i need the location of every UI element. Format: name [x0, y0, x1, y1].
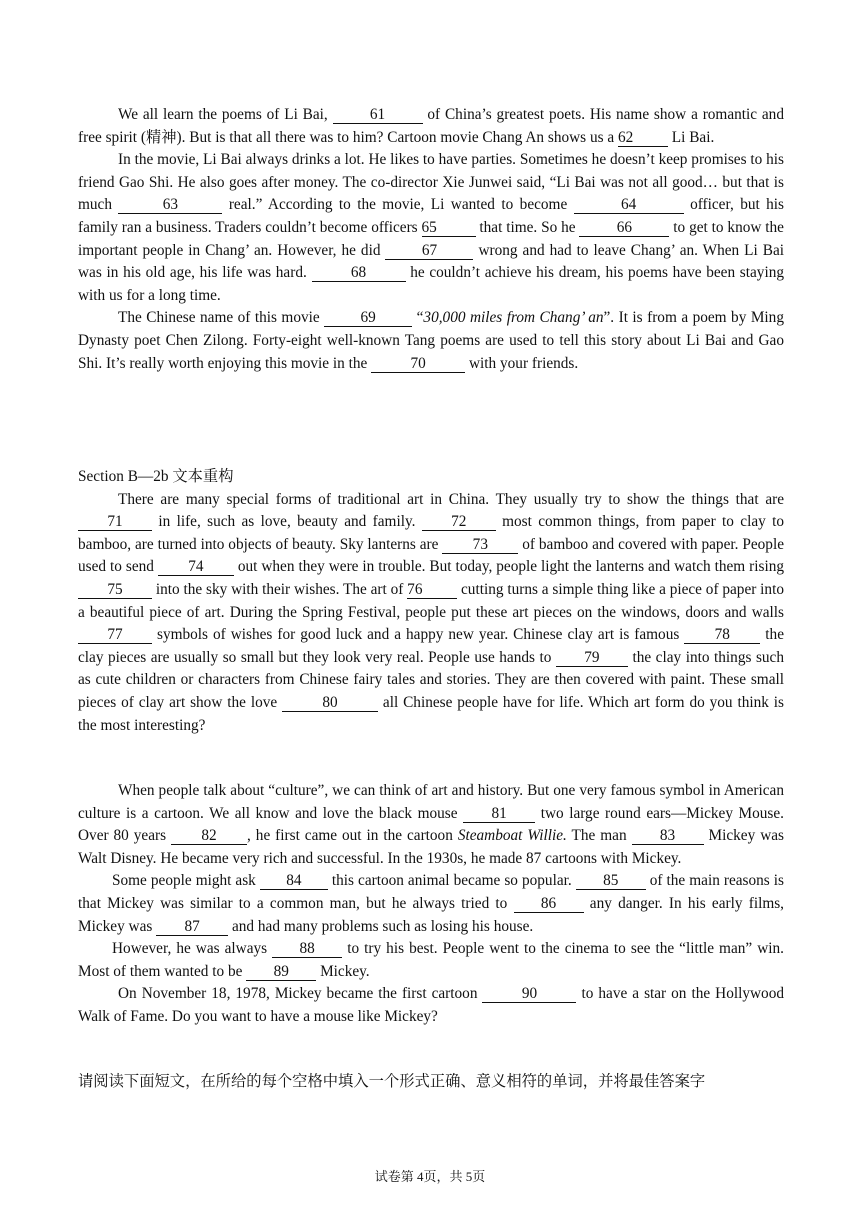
blank-79: 79 [556, 649, 628, 667]
paragraph [78, 104, 784, 149]
text: all Chinese people have for life. Which art form do you think is the most interesting? [78, 693, 784, 734]
text: in life, such as love, beauty and family. [152, 513, 422, 531]
film-title: Steamboat Willie. [457, 827, 567, 845]
text: most common things, from paper to clay to bamboo, are turned into objects of beauty. Sky lanterns are [78, 513, 784, 553]
blank-83: 83 [632, 827, 704, 845]
text: In the movie, Li Bai always drinks a lot. He likes to have parties. Sometimes he doesn’t keep promises to his friend Gao Shi. He also goes after money. The co-director Xie Junwei said, “Li Bai was not all good… but that is much [78, 151, 784, 214]
text: into the sky with their wishes. The art of [152, 580, 408, 598]
text: cutting turns a simple thing like a piece of paper into a beautiful piece of art. During the Spring Festival, people put these art pieces on the windows, doors and walls [78, 580, 784, 621]
instruction-text: 请阅读下面短文，在所给的每个空格中填入一个形式正确、意义相符的单词，并将最佳答案字 [78, 1073, 706, 1090]
blank-62: 62 [618, 129, 668, 147]
text: out when they were in trouble. But today, people light the lanterns and watch them rising [233, 558, 784, 576]
blank-76: 76 [407, 581, 457, 599]
paragraph [78, 307, 784, 375]
text: he couldn’t achieve his dream, his poems have been staying with us for a long time. [78, 264, 784, 304]
text: two large round ears—Mickey Mouse. Over 80 years [78, 804, 784, 845]
blank-63: 63 [118, 196, 222, 214]
text: Li Bai. [667, 128, 715, 146]
paragraph [78, 870, 784, 938]
text: and had many problems such as losing his house. [228, 917, 534, 935]
paragraph [78, 149, 784, 307]
text: ”. It is from a poem by Ming Dynasty poet Chen Zilong. Forty-eight well-known Tang poems are used to tell this story about Li Bai and Gao Shi. It’s really worth enjoying this movie in the [78, 309, 784, 372]
blank-66: 66 [579, 219, 669, 237]
blank-64: 64 [574, 196, 684, 214]
text: real.” According to the movie, Li wanted to become [222, 196, 574, 214]
blank-65: 65 [422, 219, 476, 237]
section-title: Section B—2b 文本重构 [78, 468, 234, 485]
passage-li-bai [78, 104, 784, 375]
text: wrong and had to leave Chang’ an. When Li Bai was in his old age, his life was hard. [78, 241, 784, 282]
text: The man [566, 827, 632, 845]
blank-68: 68 [312, 264, 406, 282]
blank-84: 84 [260, 872, 328, 890]
text: with your friends. [465, 354, 579, 372]
page-footer: 试卷第 4页，共 5页 [374, 1169, 486, 1184]
blank-78: 78 [684, 626, 760, 644]
blank-67: 67 [385, 242, 473, 260]
text: Some people might ask [112, 872, 260, 890]
text: of bamboo and covered with paper. People used to send [78, 535, 784, 576]
blank-70: 70 [371, 355, 465, 373]
text: “ [412, 309, 424, 327]
paragraph [78, 983, 784, 1028]
blank-61: 61 [333, 106, 423, 124]
blank-82: 82 [171, 827, 247, 845]
text: , he first came out in the cartoon [247, 827, 458, 845]
passage-mickey [78, 780, 784, 1029]
blank-69: 69 [324, 309, 412, 327]
blank-74: 74 [158, 558, 234, 576]
text: the clay pieces are usually so small but they look very real. People use hands to [78, 626, 784, 666]
text: However, he was always [112, 940, 273, 958]
text: symbols of wishes for good luck and a happy new year. Chinese clay art is famous [152, 626, 685, 644]
blank-86: 86 [514, 895, 584, 913]
blank-85: 85 [576, 872, 646, 890]
blank-71: 71 [78, 513, 152, 531]
text: the clay into things such as cute children or characters from Chinese fairy tales and stories. They are then covered with paint. These small pieces of clay art show the love [78, 648, 784, 711]
blank-77: 77 [78, 626, 152, 644]
movie-name: 30,000 miles from Chang’ an [423, 309, 604, 327]
text: any danger. In his early films, Mickey was [78, 894, 784, 935]
blank-89: 89 [246, 963, 316, 981]
text: of China’s greatest poets. His name show a romantic and free spirit (精神). But is that all there was to him? Cartoon movie Chang An shows us a [78, 106, 784, 146]
text: to have a star on the Hollywood Walk of Fame. Do you want to have a mouse like Mickey? [78, 985, 784, 1025]
text: Mickey was Walt Disney. He became very rich and successful. In the 1930s, he made 87 cartoons with Mickey. [78, 827, 784, 867]
blank-88: 88 [272, 940, 342, 958]
section-b [78, 466, 784, 737]
blank-87: 87 [156, 918, 228, 936]
paragraph [78, 938, 784, 983]
text: The Chinese name of this movie [118, 309, 325, 327]
text: There are many special forms of traditional art in China. They usually try to show the things that are [118, 490, 784, 508]
text: that time. So he [475, 218, 580, 236]
blank-81: 81 [463, 805, 535, 823]
text: to try his best. People went to the cinema to see the “little man” win. Most of them wanted to be [78, 940, 784, 980]
text: We all learn the poems of Li Bai, [118, 106, 333, 123]
paragraph [78, 780, 784, 870]
blank-80: 80 [282, 694, 378, 712]
text: of the main reasons is that Mickey was similar to a common man, but he always tried to [78, 872, 784, 912]
text: officer, but his family ran a business. Traders couldn’t become officers [78, 196, 785, 236]
text: to get to know the important people in Chang’ an. However, he did [78, 218, 784, 259]
text: On November 18, 1978, Mickey became the first cartoon [118, 985, 483, 1003]
blank-75: 75 [78, 581, 152, 599]
paragraph [78, 489, 784, 738]
text: When people talk about “culture”, we can think of art and history. But one very famous symbol in American culture is a cartoon. We all know and love the black mouse [78, 782, 784, 822]
blank-72: 72 [422, 513, 496, 531]
text: this cartoon animal became so popular. [327, 872, 576, 890]
blank-73: 73 [442, 536, 518, 554]
text: Mickey. [316, 962, 370, 980]
blank-90: 90 [482, 985, 576, 1003]
